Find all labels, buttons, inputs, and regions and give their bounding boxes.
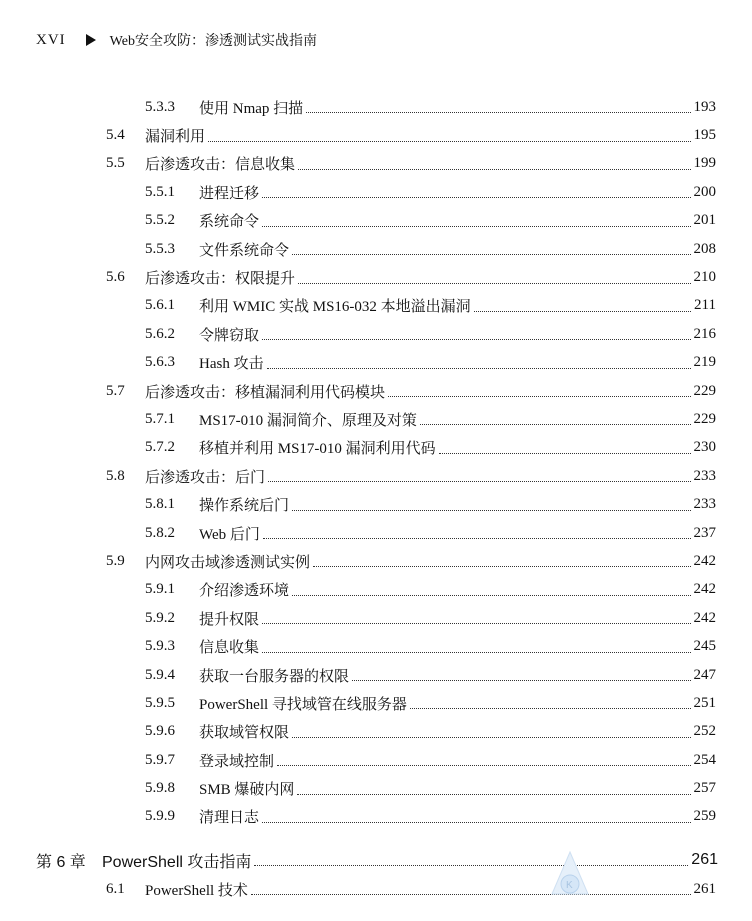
toc-entry-number: 5.6.2 — [145, 325, 175, 342]
toc-entry-number: 5.9 — [106, 552, 125, 569]
triangle-marker-icon — [86, 34, 96, 46]
toc-leader-dots — [474, 309, 691, 312]
toc-entry-number: 5.7.2 — [145, 439, 175, 456]
toc-entry-page: 230 — [693, 439, 716, 456]
toc-leader-dots — [262, 337, 690, 340]
toc-leader-dots — [298, 167, 690, 170]
toc-entry-number: 6.1 — [106, 880, 125, 897]
toc-entry-page: 233 — [693, 467, 716, 484]
toc-entry-page: 252 — [693, 723, 716, 740]
toc-entry-page: 254 — [693, 751, 716, 768]
toc-entry-number: 5.6 — [106, 269, 125, 286]
toc-entry-title: 内网攻击域渗透测试实例 — [145, 554, 311, 571]
toc-entry-page: 208 — [693, 240, 716, 257]
toc-entry-title: 介绍渗透环境 — [199, 583, 290, 600]
book-title: Web安全攻防：渗透测试实战指南 — [109, 34, 317, 49]
toc-entry-title: 获取域管权限 — [199, 725, 290, 742]
toc-entry-page: 219 — [693, 354, 716, 371]
toc-entry-title: MS17-010 漏洞简介、原理及对策 — [199, 412, 417, 429]
toc-entry-page: 229 — [693, 410, 716, 427]
toc-entry-number: 5.7.1 — [145, 410, 175, 427]
toc-entry[interactable] — [0, 121, 752, 149]
toc-entry-page: 210 — [693, 269, 716, 286]
toc-entry-title: 后渗透攻击：移植漏洞利用代码模块 — [145, 384, 386, 401]
toc-entry-page: 242 — [693, 552, 716, 569]
toc-entry-number: 5.9.7 — [145, 751, 175, 768]
toc-leader-dots — [352, 678, 690, 681]
toc-leader-dots — [388, 394, 690, 397]
toc-entry-title: SMB 爆破内网 — [199, 782, 295, 799]
toc-entry-title: PowerShell 寻找域管在线服务器 — [199, 696, 407, 713]
toc-entry-title: 登录域控制 — [199, 753, 275, 770]
toc-entry[interactable] — [0, 689, 752, 717]
toc-entry-page: 216 — [693, 325, 716, 342]
toc-entry-number: 5.3.3 — [145, 98, 175, 115]
toc-entry-page: 201 — [693, 212, 716, 229]
toc-leader-dots — [251, 892, 691, 895]
toc-entry[interactable] — [0, 377, 752, 405]
toc-leader-dots — [208, 139, 690, 142]
toc-leader-dots — [292, 593, 690, 596]
toc-leader-dots — [410, 706, 691, 709]
toc-entry-number: 5.9.2 — [145, 609, 175, 626]
toc-leader-dots — [420, 422, 691, 425]
toc-entry-page: 251 — [693, 694, 716, 711]
toc-entry[interactable] — [0, 434, 752, 462]
toc-entry[interactable] — [0, 93, 752, 121]
toc-entry-number: 5.9.6 — [145, 723, 175, 740]
toc-leader-dots — [267, 366, 691, 369]
toc-entry-title: 信息收集 — [199, 640, 260, 657]
toc-entry-number: 第 6 章 — [36, 853, 86, 871]
toc-entry-title: 清理日志 — [199, 810, 260, 827]
toc-entry-number: 5.4 — [106, 127, 125, 144]
toc-entry-title: 漏洞利用 — [145, 129, 206, 146]
toc-leader-dots — [262, 224, 690, 227]
toc-entry-number: 5.9.3 — [145, 638, 175, 655]
toc-entry[interactable] — [0, 207, 752, 235]
watermark-logo-icon — [548, 850, 592, 910]
toc-entry-page: 242 — [693, 609, 716, 626]
toc-leader-dots — [292, 508, 690, 511]
toc-entry[interactable] — [0, 803, 752, 831]
toc-leader-dots — [268, 479, 690, 482]
toc-entry[interactable] — [0, 490, 752, 518]
toc-entry-number: 5.6.3 — [145, 354, 175, 371]
toc-entry-number: 5.5 — [106, 155, 125, 172]
table-of-contents — [0, 93, 752, 904]
toc-entry-title: 令牌窃取 — [199, 327, 260, 344]
toc-leader-dots — [292, 252, 690, 255]
toc-entry[interactable] — [0, 405, 752, 433]
toc-entry-title: Hash 攻击 — [199, 356, 264, 373]
toc-entry-title: 系统命令 — [199, 214, 260, 231]
toc-entry-title: 进程迁移 — [199, 185, 260, 202]
toc-entry-page: 261 — [691, 851, 718, 869]
toc-leader-dots — [298, 281, 690, 284]
toc-entry-page: 245 — [693, 638, 716, 655]
toc-entry[interactable] — [0, 150, 752, 178]
toc-entry[interactable] — [0, 519, 752, 547]
toc-entry-title: 提升权限 — [199, 611, 260, 628]
toc-entry-title: 使用 Nmap 扫描 — [199, 100, 304, 117]
toc-entry[interactable] — [0, 547, 752, 575]
toc-entry-page: 237 — [693, 524, 716, 541]
svg-text:K: K — [566, 880, 573, 891]
toc-leader-dots — [297, 792, 690, 795]
toc-entry-page: 259 — [693, 808, 716, 825]
toc-entry-page: 211 — [694, 297, 716, 314]
toc-entry-page: 195 — [693, 127, 716, 144]
toc-entry-title: 后渗透攻击：权限提升 — [145, 271, 296, 288]
toc-entry-number: 5.7 — [106, 382, 125, 399]
toc-leader-dots — [262, 820, 690, 823]
running-header — [36, 30, 317, 50]
toc-entry-title: 文件系统命令 — [199, 242, 290, 259]
toc-entry-page: 261 — [693, 880, 716, 897]
toc-entry-title: 操作系统后门 — [199, 498, 290, 515]
toc-leader-dots — [254, 863, 688, 866]
toc-entry-title: 后渗透攻击：后门 — [145, 469, 266, 486]
toc-entry-title: 利用 WMIC 实战 MS16-032 本地溢出漏洞 — [199, 299, 471, 316]
toc-entry-number: 5.9.1 — [145, 581, 175, 598]
toc-entry-page: 229 — [693, 382, 716, 399]
toc-entry-page: 257 — [693, 780, 716, 797]
toc-leader-dots — [262, 650, 690, 653]
toc-entry-page: 233 — [693, 496, 716, 513]
toc-leader-dots — [262, 621, 690, 624]
toc-entry[interactable] — [0, 576, 752, 604]
toc-leader-dots — [292, 735, 690, 738]
toc-entry-page: 242 — [693, 581, 716, 598]
toc-entry[interactable] — [0, 661, 752, 689]
toc-leader-dots — [439, 451, 691, 454]
toc-entry-title: Web 后门 — [199, 526, 260, 543]
toc-entry[interactable] — [0, 235, 752, 263]
toc-entry[interactable] — [0, 718, 752, 746]
toc-entry-number: 5.9.5 — [145, 694, 175, 711]
toc-entry-page: 200 — [693, 183, 716, 200]
toc-entry-number: 5.9.9 — [145, 808, 175, 825]
toc-leader-dots — [313, 564, 690, 567]
toc-entry-title: 后渗透攻击：信息收集 — [145, 157, 296, 174]
toc-leader-dots — [306, 110, 690, 113]
toc-entry-number: 5.8 — [106, 467, 125, 484]
toc-entry-title: 移植并利用 MS17-010 漏洞利用代码 — [199, 441, 436, 458]
toc-leader-dots — [277, 763, 690, 766]
toc-entry-title: PowerShell 技术 — [145, 882, 248, 899]
toc-entry[interactable] — [0, 320, 752, 348]
toc-entry[interactable] — [0, 746, 752, 774]
toc-entry-number: 5.5.3 — [145, 240, 175, 257]
toc-entry[interactable] — [0, 604, 752, 632]
toc-entry-number: 5.5.2 — [145, 212, 175, 229]
toc-entry[interactable] — [0, 632, 752, 660]
toc-entry-number: 5.6.1 — [145, 297, 175, 314]
toc-entry-page: 193 — [693, 98, 716, 115]
toc-entry-number: 5.9.8 — [145, 780, 175, 797]
toc-entry-number: 5.8.2 — [145, 524, 175, 541]
toc-entry-page: 199 — [693, 155, 716, 172]
toc-entry[interactable] — [0, 774, 752, 802]
toc-entry[interactable] — [0, 263, 752, 291]
toc-entry[interactable] — [0, 349, 752, 377]
toc-entry[interactable] — [0, 462, 752, 490]
toc-chapter-entry[interactable] — [0, 845, 752, 875]
toc-leader-dots — [262, 195, 690, 198]
toc-entry-title: 获取一台服务器的权限 — [199, 668, 350, 685]
toc-entry-number: 5.9.4 — [145, 666, 175, 683]
page-number: XVI — [36, 31, 66, 48]
toc-entry-number: 5.8.1 — [145, 496, 175, 513]
toc-entry[interactable] — [0, 292, 752, 320]
toc-entry[interactable] — [0, 875, 752, 903]
toc-entry[interactable] — [0, 178, 752, 206]
toc-entry-title: PowerShell 攻击指南 — [102, 853, 252, 871]
toc-entry-number: 5.5.1 — [145, 183, 175, 200]
chapter-spacer — [0, 831, 752, 841]
toc-leader-dots — [263, 536, 691, 539]
toc-entry-page: 247 — [693, 666, 716, 683]
